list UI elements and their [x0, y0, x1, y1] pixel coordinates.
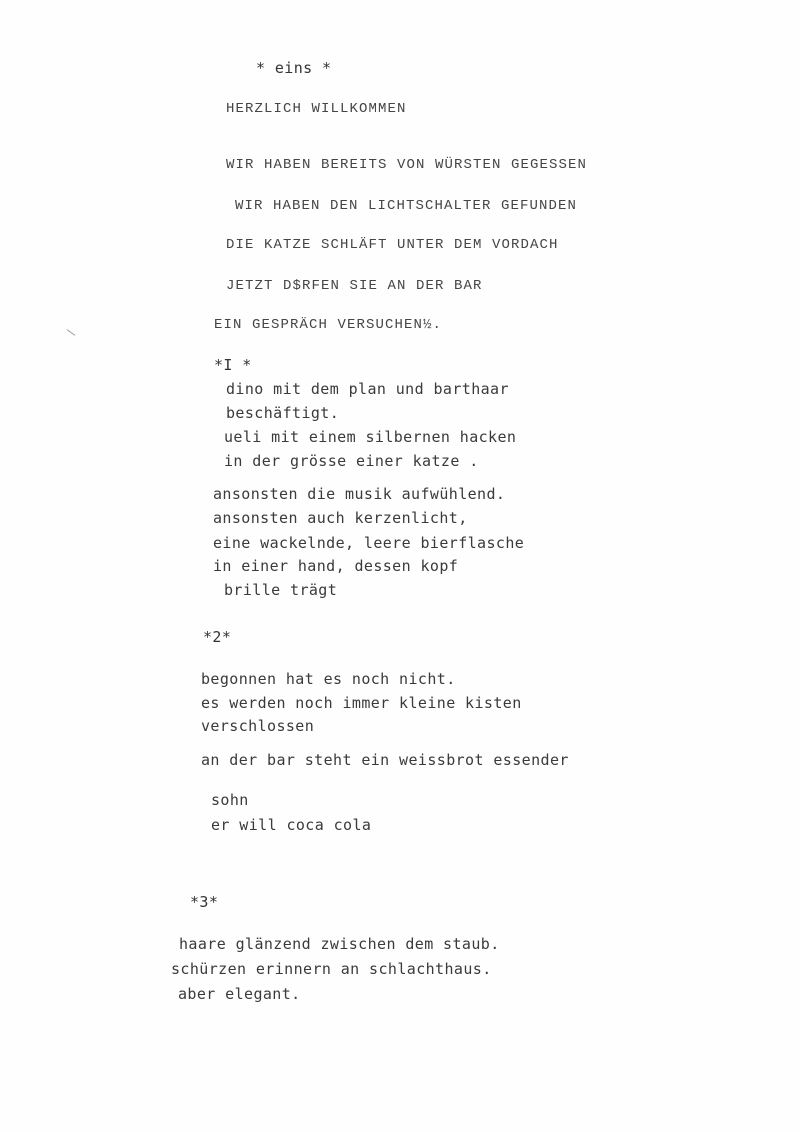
poem-line: sohn [211, 791, 249, 809]
poem-line: aber elegant. [178, 985, 301, 1003]
poem-line: eine wackelnde, leere bierflasche [213, 534, 525, 552]
poem-line: haare glänzend zwischen dem staub. [179, 935, 500, 953]
intro-line: WIR HABEN BEREITS VON WÜRSTEN GEGESSEN [226, 157, 588, 173]
intro-line: EIN GESPRÄCH VERSUCHEN½. [214, 317, 443, 333]
section-heading-3: *3* [190, 893, 219, 911]
poem-line: beschäftigt. [226, 404, 340, 422]
poem-line: dino mit dem plan und barthaar [226, 380, 509, 398]
page-title: * eins * [256, 59, 332, 77]
poem-line: schürzen erinnern an schlachthaus. [171, 960, 492, 978]
ink-speck [67, 329, 76, 336]
poem-line: begonnen hat es noch nicht. [201, 670, 456, 688]
poem-line: an der bar steht ein weissbrot essender [201, 751, 569, 769]
poem-line: ansonsten die musik aufwühlend. [213, 485, 506, 503]
poem-line: es werden noch immer kleine kisten [201, 694, 522, 712]
greeting: HERZLICH WILLKOMMEN [226, 101, 407, 117]
intro-line: JETZT D$RFEN SIE AN DER BAR [226, 278, 483, 294]
section-heading-1: *I * [214, 356, 252, 374]
poem-line: brille trägt [224, 581, 338, 599]
intro-line: DIE KATZE SCHLÄFT UNTER DEM VORDACH [226, 237, 559, 253]
poem-line: ueli mit einem silbernen hacken [224, 428, 517, 446]
poem-line: ansonsten auch kerzenlicht, [213, 509, 468, 527]
poem-line: verschlossen [201, 717, 315, 735]
intro-line: WIR HABEN DEN LICHTSCHALTER GEFUNDEN [235, 198, 578, 214]
poem-line: in der grösse einer katze . [224, 452, 479, 470]
poem-line: in einer hand, dessen kopf [213, 557, 459, 575]
section-heading-2: *2* [203, 628, 232, 646]
poem-line: er will coca cola [211, 816, 372, 834]
